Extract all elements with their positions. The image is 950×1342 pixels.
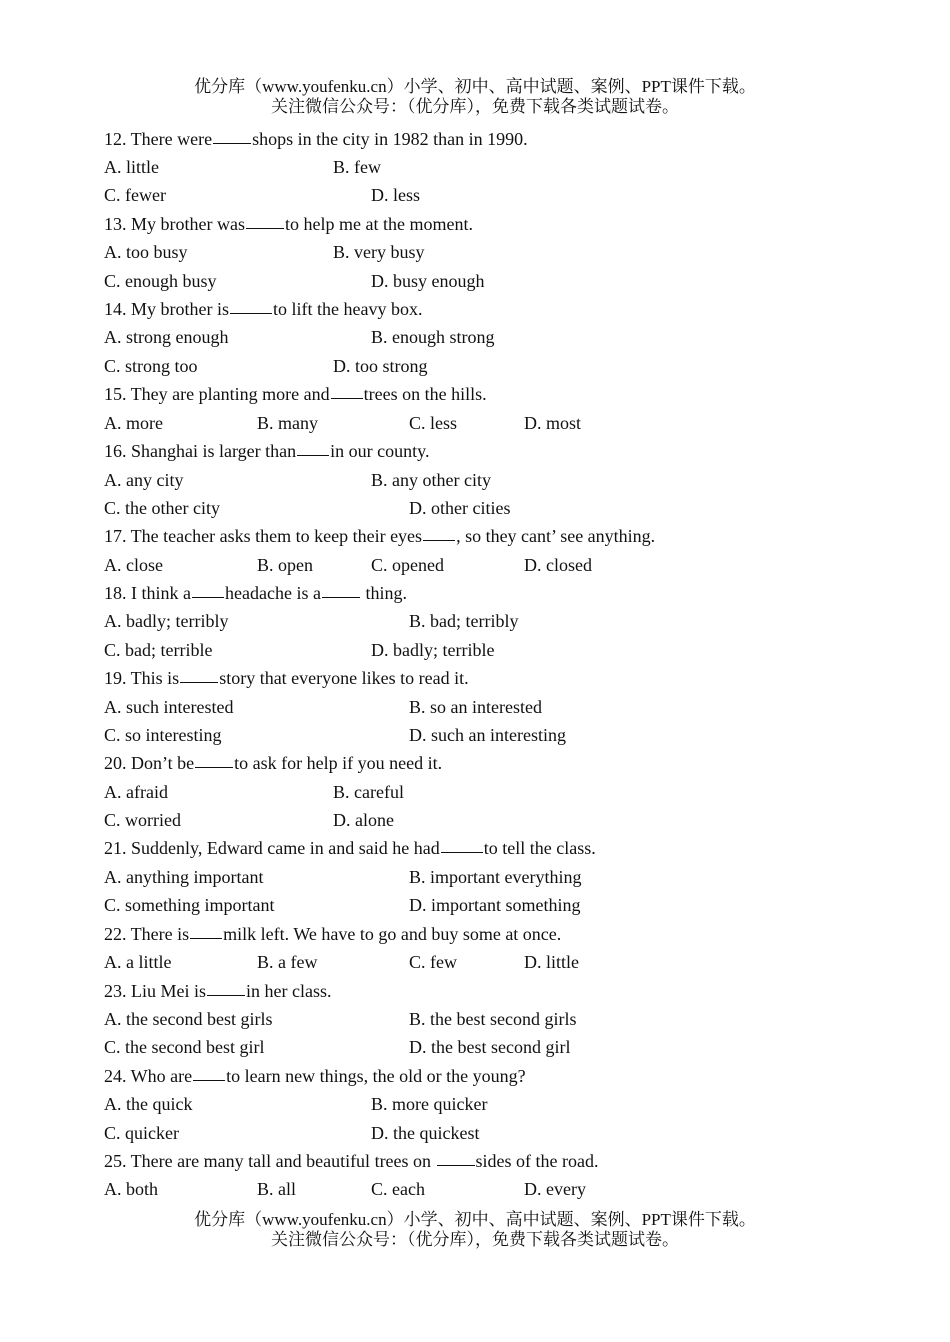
option-d: D. every [524, 1179, 586, 1199]
question-17: 17. The teacher asks them to keep their eyes , so they cant’ see anything. [104, 526, 656, 546]
answer-blank [192, 596, 224, 598]
option-a: A. a little [104, 952, 172, 972]
question-23: 23. Liu Mei is in her class. [104, 981, 332, 1001]
option-a: A. anything important [104, 867, 264, 887]
option-d: D. busy enough [371, 271, 485, 291]
answer-blank [190, 937, 222, 939]
option-d: D. little [524, 952, 579, 972]
option-c: C. fewer [104, 185, 166, 205]
option-a: A. such interested [104, 697, 234, 717]
option-b: B. all [257, 1179, 296, 1199]
option-d: D. most [524, 413, 582, 433]
option-a: A. badly; terribly [104, 611, 229, 631]
page-footer [0, 1210, 950, 1250]
option-a: A. afraid [104, 782, 168, 802]
question-16: 16. Shanghai is larger than in our county. [104, 441, 430, 461]
page-header [0, 77, 950, 117]
option-d: D. less [371, 185, 420, 205]
option-b: B. open [257, 555, 313, 575]
answer-blank [213, 142, 251, 144]
answer-blank [195, 766, 233, 768]
answer-blank [423, 539, 455, 541]
header-line-1: 优分库（www.youfenku.cn）小学、初中、高中试题、案例、PPT课件下载。 [194, 77, 756, 96]
question-13: 13. My brother was to help me at the moment. [104, 214, 473, 234]
option-c: C. less [409, 413, 458, 433]
option-d: D. alone [333, 810, 394, 830]
answer-blank [441, 851, 483, 853]
option-b: B. more quicker [371, 1094, 488, 1114]
option-a: A. little [104, 157, 159, 177]
answer-blank [246, 227, 284, 229]
answer-blank [322, 596, 360, 598]
option-a: A. too busy [104, 242, 188, 262]
header-line-2: 关注微信公众号：（优分库），免费下载各类试题试卷。 [271, 97, 679, 116]
option-a: A. the quick [104, 1094, 193, 1114]
option-c: C. opened [371, 555, 444, 575]
option-b: B. many [257, 413, 318, 433]
question-15: 15. They are planting more and trees on the hills. [104, 384, 487, 404]
option-c: C. enough busy [104, 271, 217, 291]
question-25: 25. There are many tall and beautiful trees on sides of the road. [104, 1151, 599, 1171]
question-24: 24. Who are to learn new things, the old or the young? [104, 1066, 526, 1086]
option-a: A. close [104, 555, 163, 575]
option-d: D. other cities [409, 498, 511, 518]
option-a: A. strong enough [104, 327, 229, 347]
answer-blank [230, 312, 272, 314]
option-d: D. the best second girl [409, 1037, 571, 1057]
option-c: C. the second best girl [104, 1037, 265, 1057]
option-a: A. the second best girls [104, 1009, 273, 1029]
option-b: B. very busy [333, 242, 425, 262]
question-18: 18. I think a headache is a thing. [104, 583, 407, 603]
answer-blank [180, 681, 218, 683]
option-c: C. worried [104, 810, 181, 830]
option-b: B. important everything [409, 867, 582, 887]
answer-blank [207, 994, 245, 996]
option-b: B. the best second girls [409, 1009, 577, 1029]
option-d: D. badly; terrible [371, 640, 495, 660]
option-a: A. more [104, 413, 163, 433]
option-b: B. enough strong [371, 327, 495, 347]
option-c: C. the other city [104, 498, 220, 518]
option-b: B. careful [333, 782, 404, 802]
footer-line-1: 优分库（www.youfenku.cn）小学、初中、高中试题、案例、PPT课件下载。 [194, 1210, 756, 1229]
footer-line-2: 关注微信公众号：（优分库），免费下载各类试题试卷。 [271, 1230, 679, 1249]
option-d: D. such an interesting [409, 725, 566, 745]
option-d: D. closed [524, 555, 592, 575]
option-b: B. a few [257, 952, 318, 972]
question-21: 21. Suddenly, Edward came in and said he had to tell the class. [104, 838, 596, 858]
question-19: 19. This is story that everyone likes to read it. [104, 668, 469, 688]
answer-blank [297, 454, 329, 456]
option-c: C. quicker [104, 1123, 179, 1143]
question-12: 12. There were shops in the city in 1982 than in 1990. [104, 129, 528, 149]
option-c: C. so interesting [104, 725, 222, 745]
option-c: C. strong too [104, 356, 198, 376]
answer-blank [437, 1164, 475, 1166]
question-14: 14. My brother is to lift the heavy box. [104, 299, 423, 319]
option-d: D. the quickest [371, 1123, 480, 1143]
option-a: A. any city [104, 470, 184, 490]
answer-blank [193, 1079, 225, 1081]
option-c: C. something important [104, 895, 275, 915]
question-20: 20. Don’t be to ask for help if you need it. [104, 753, 443, 773]
option-d: D. important something [409, 895, 581, 915]
option-a: A. both [104, 1179, 158, 1199]
option-d: D. too strong [333, 356, 428, 376]
option-b: B. bad; terribly [409, 611, 519, 631]
option-b: B. so an interested [409, 697, 542, 717]
option-b: B. few [333, 157, 381, 177]
answer-blank [331, 397, 363, 399]
question-22: 22. There is milk left. We have to go and buy some at once. [104, 924, 562, 944]
option-c: C. bad; terrible [104, 640, 213, 660]
option-c: C. few [409, 952, 457, 972]
option-b: B. any other city [371, 470, 491, 490]
option-c: C. each [371, 1179, 425, 1199]
